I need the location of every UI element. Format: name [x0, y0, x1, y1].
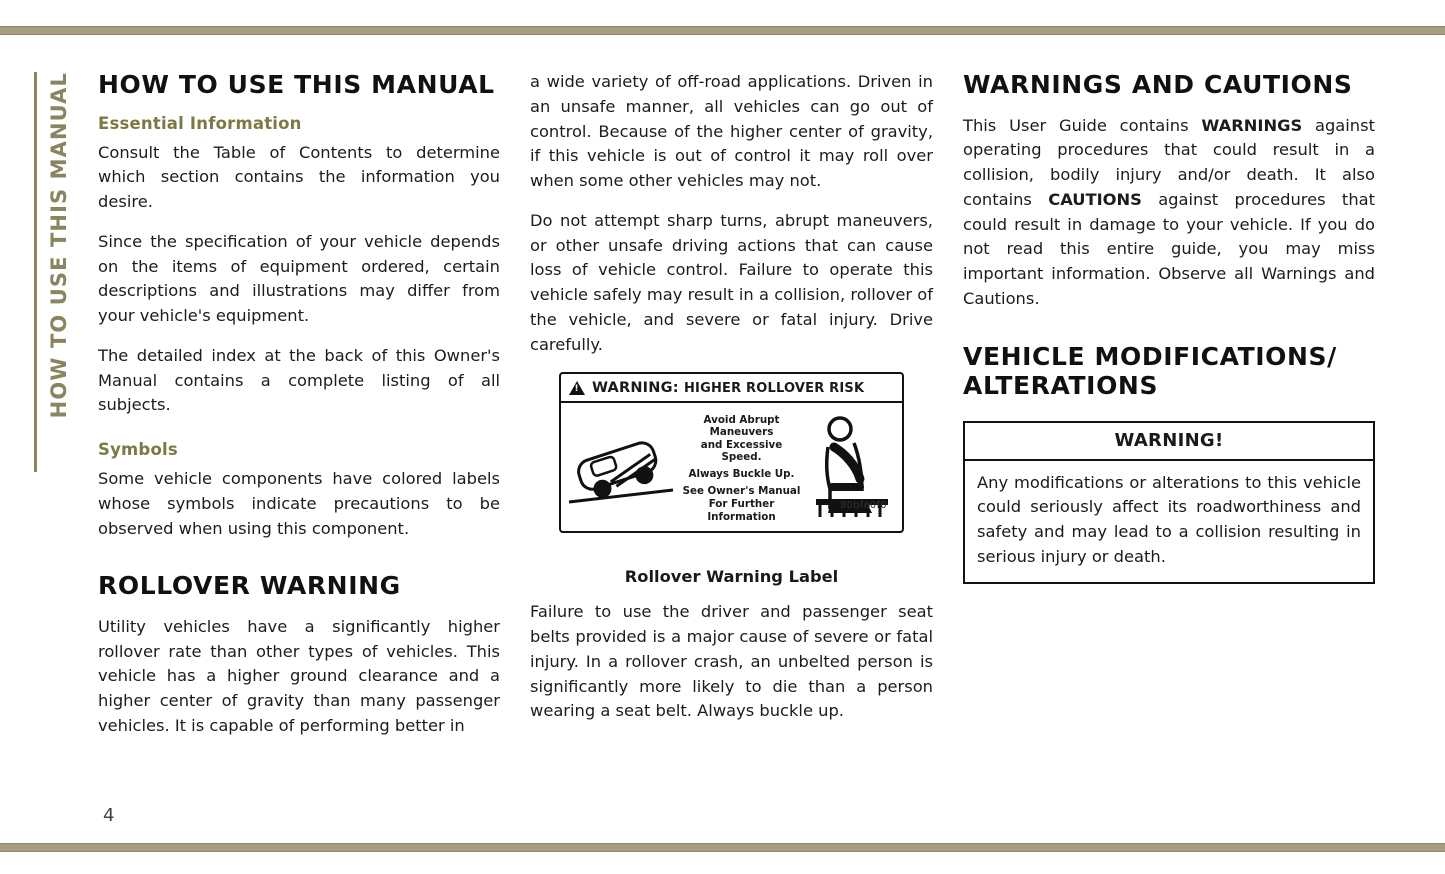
subheading-essential-information: Essential Information: [98, 113, 302, 133]
column-three: [963, 70, 1375, 739]
top-rule: [0, 26, 1445, 35]
paragraph-index: The detailed index at the back of this Owner's Manual contains a complete listing of all subjects.: [98, 345, 500, 415]
rollover-label-line4-text: See Owner's Manual: [682, 485, 801, 498]
rollover-label-text-block: [677, 409, 806, 527]
rollover-warning-figure: [530, 372, 933, 533]
rollover-label-header: [561, 374, 902, 403]
warning-triangle-icon: [569, 381, 585, 395]
bottom-rule: [0, 843, 1445, 852]
column-one: [98, 70, 500, 739]
page-number: 4: [103, 805, 115, 826]
figure-code: 80bfe0f0: [840, 500, 887, 512]
page-columns: [98, 70, 1378, 739]
heading-warnings-and-cautions: WARNINGS AND CAUTIONS: [963, 70, 1353, 99]
figure-caption: Rollover Warning Label: [624, 567, 839, 587]
paragraph-specification: Since the specification of your vehicle depends on the items of equipment ordered, certain descriptions and illustrations may differ from your vehicle's equipment.: [98, 231, 500, 326]
subheading-symbols: Symbols: [98, 440, 178, 460]
heading-vehicle-modifications: VEHICLE MODIFICATIONS/ ALTERATIONS: [963, 341, 1337, 401]
rollover-label-line1-text: Avoid Abrupt Maneuvers: [703, 413, 780, 439]
paragraph-warnings-cautions: [963, 114, 1375, 312]
rollover-label-line3: Always Buckle Up.: [688, 468, 795, 481]
tipping-vehicle-illustration: [567, 420, 675, 516]
paragraph-sharp-turns: Do not attempt sharp turns, abrupt maneuvers, or other unsafe driving actions that can cause loss of vehicle control. Failure to operate this vehicle safely may result in a collision, rollover of the vehicle, and severe or fatal injury. Drive carefully.: [530, 210, 933, 354]
wc-part2: against operating procedures that could result in a collision, bodily injury and/or death. It also contains: [963, 115, 1375, 209]
rollover-label-body: [561, 403, 902, 531]
rollover-label-warning-word: WARNING:: [592, 380, 679, 397]
warning-box-title: WARNING!: [965, 423, 1373, 461]
paragraph-offroad: a wide variety of off-road applications. Driven in an unsafe manner, all vehicles can go out of control. Because of the higher center of gravity, if this vehicle is out of control it may roll over when some other vehicles may not.: [530, 72, 933, 191]
rollover-label-header-main: HIGHER ROLLOVER RISK: [683, 381, 865, 397]
wc-part1: This User Guide contains: [963, 115, 1202, 135]
column-two: [530, 70, 933, 739]
paragraph-seatbelts: Failure to use the driver and passenger seat belts provided is a major cause of severe or fatal injury. In a rollover crash, an unbelted person is significantly more likely to die than a person wearing a seat belt. Always buckle up.: [530, 602, 933, 721]
wc-cautions-word: CAUTIONS: [1048, 189, 1142, 209]
rollover-vehicle-icon: [565, 409, 677, 527]
rollover-label-line4: [681, 485, 802, 523]
rollover-label-header-text: [592, 380, 864, 396]
rollover-label-line5-text: For Further Information: [707, 498, 776, 523]
paragraph-rollover-intro: Utility vehicles have a significantly higher rollover rate than other types of vehicles. This vehicle has a higher ground clearance and a higher center of gravity than many passenger vehicles. It is capable of performing better in: [98, 616, 500, 736]
warning-box-body: Any modifications or alterations to this vehicle could seriously affect its roadworthiness and safety and may lead to a collision resulting in serious injury or death.: [977, 472, 1361, 566]
rollover-label-line2-text: and Excessive Speed.: [700, 438, 783, 464]
wc-warnings-word: WARNINGS: [1201, 115, 1303, 135]
page-title: HOW TO USE THIS MANUAL: [98, 70, 495, 99]
warning-box: [963, 421, 1375, 584]
heading-rollover-warning: ROLLOVER WARNING: [98, 571, 401, 601]
section-side-tab: [34, 72, 77, 472]
paragraph-toc: Consult the Table of Contents to determine which section contains the information you desire.: [98, 142, 500, 212]
rollover-label-line1: [681, 414, 802, 464]
side-tab-label: HOW TO USE THIS MANUAL: [47, 72, 71, 419]
paragraph-symbols: Some vehicle components have colored labels whose symbols indicate precautions to be observed when using this component.: [98, 469, 500, 538]
wc-part3: against procedures that could result in damage to your vehicle. If you do not read this entire guide, you may miss important information. Observe all Warnings and Cautions.: [963, 189, 1375, 308]
